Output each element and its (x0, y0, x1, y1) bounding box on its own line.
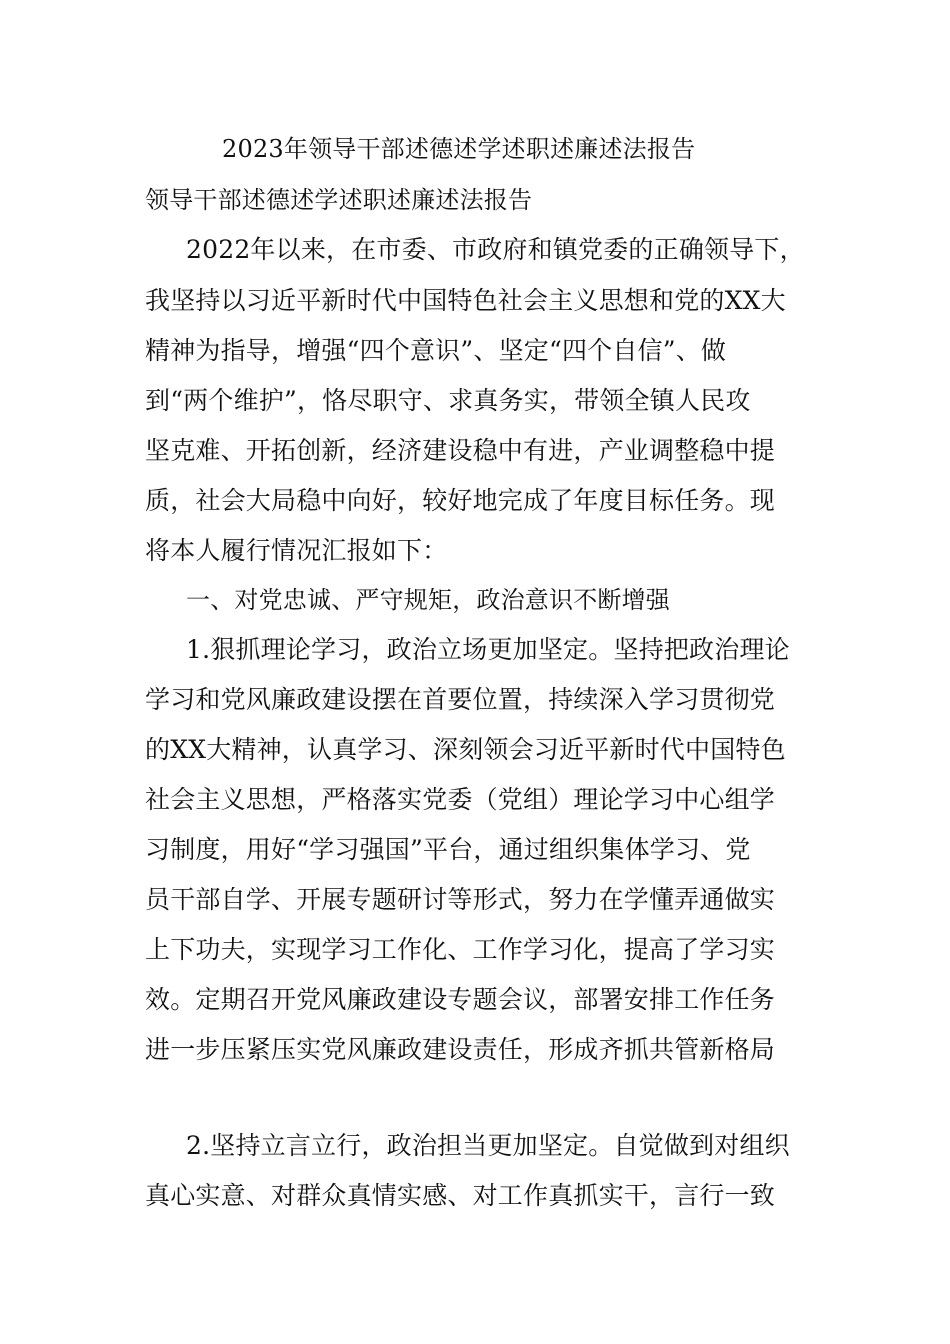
document-title: 2023年领导干部述德述学述职述廉述法报告 (222, 135, 696, 163)
intro-line: 坚克难、开拓创新，经济建设稳中有进，产业调整稳中提 (145, 436, 776, 465)
item-two-line: 真心实意、对群众真情实感、对工作真抓实干，言行一致 (145, 1181, 776, 1210)
item-one-line: 上下功夫，实现学习工作化、工作学习化，提高了学习实 (145, 935, 776, 964)
item-one-line: 进一步压紧压实党风廉政建设责任，形成齐抓共管新格局 (145, 1035, 776, 1064)
intro-line: 质，社会大局稳中向好，较好地完成了年度目标任务。现 (145, 486, 776, 515)
intro-line: 将本人履行情况汇报如下： (145, 536, 448, 565)
intro-line: 精神为指导，增强“四个意识”、坚定“四个自信”、做 (145, 336, 727, 365)
section-one-heading: 一、对党忠诚、严守规矩，政治意识不断增强 (186, 586, 670, 614)
intro-line: 到“两个维护”，恪尽职守、求真务实，带领全镇人民攻 (145, 386, 751, 415)
item-one-line: 效。定期召开党风廉政建设专题会议，部署安排工作任务 (145, 985, 776, 1014)
item-two-line: 2.坚持立言立行，政治担当更加坚定。自觉做到对组织 (186, 1131, 790, 1160)
item-one-line: 习制度，用好“学习强国”平台，通过组织集体学习、党 (145, 835, 751, 864)
intro-line: 我坚持以习近平新时代中国特色社会主义思想和党的XX大 (145, 286, 786, 315)
intro-line: 2022年以来，在市委、市政府和镇党委的正确领导下， (186, 235, 805, 264)
item-one-line: 的XX大精神，认真学习、深刻领会习近平新时代中国特色 (145, 735, 786, 764)
document-subtitle: 领导干部述德述学述职述廉述法报告 (145, 186, 533, 214)
item-one-line: 学习和党风廉政建设摆在首要位置，持续深入学习贯彻党 (145, 685, 776, 714)
item-one-line: 社会主义思想，严格落实党委（党组）理论学习中心组学 (145, 785, 776, 814)
item-one-line: 员干部自学、开展专题研讨等形式，努力在学懂弄通做实 (145, 885, 776, 914)
item-one-line: 1.狠抓理论学习，政治立场更加坚定。坚持把政治理论 (186, 635, 790, 664)
